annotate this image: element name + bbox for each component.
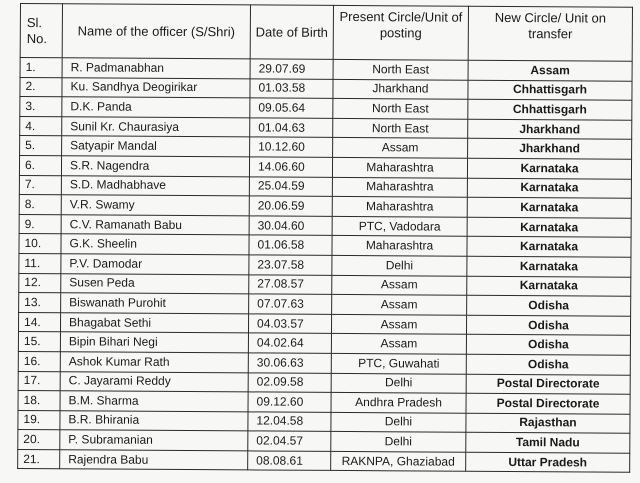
dob-cell: 30.04.60 xyxy=(249,216,332,236)
header-new-posting: New Circle/ Unit on transfer xyxy=(468,6,632,61)
cur-cell: Maharashtra xyxy=(332,197,467,217)
dob-cell: 08.08.61 xyxy=(248,451,331,471)
transfer-table xyxy=(17,3,633,473)
dob-cell: 07.07.63 xyxy=(249,294,332,314)
name-cell: Biswanath Purohit xyxy=(61,293,249,314)
cur-cell: Jharkhand xyxy=(333,79,468,99)
name-cell: Sunil Kr. Chaurasiya xyxy=(62,117,250,138)
name-cell: Bhagabat Sethi xyxy=(60,312,248,333)
dob-cell: 20.06.59 xyxy=(249,196,332,216)
cur-cell: Delhi xyxy=(331,432,466,452)
dob-cell: 02.04.57 xyxy=(248,431,331,451)
new-cell: Karnataka xyxy=(467,256,631,277)
name-cell: B.M. Sharma xyxy=(60,391,248,412)
dob-cell: 10.12.60 xyxy=(250,137,333,157)
cur-cell: Assam xyxy=(331,334,466,354)
dob-cell: 04.02.64 xyxy=(248,333,331,353)
new-cell: Odisha xyxy=(466,335,630,356)
dob-cell: 01.06.58 xyxy=(249,235,332,255)
cur-cell: Delhi xyxy=(332,255,467,275)
name-cell: Ashok Kumar Rath xyxy=(60,352,248,373)
dob-cell: 12.04.58 xyxy=(248,412,331,432)
name-cell: D.K. Panda xyxy=(62,97,250,118)
sl-cell: 13. xyxy=(19,293,61,313)
cur-cell: Assam xyxy=(332,295,467,315)
new-cell: Postal Directorate xyxy=(466,374,630,395)
sl-cell: 19. xyxy=(18,410,60,430)
cur-cell: North East xyxy=(333,99,468,119)
cur-cell: North East xyxy=(333,59,468,79)
sl-cell: 9. xyxy=(19,214,61,234)
name-cell: Ku. Sandhya Deogirikar xyxy=(62,77,250,98)
header-row xyxy=(20,4,632,62)
sl-cell: 7. xyxy=(19,175,61,195)
new-cell: Chhattisgarh xyxy=(468,99,632,120)
cur-cell: Maharashtra xyxy=(332,177,467,197)
name-cell: Bipin Bihari Negi xyxy=(60,332,248,353)
name-cell: V.R. Swamy xyxy=(61,195,249,216)
sl-cell: 14. xyxy=(18,312,60,332)
cur-cell: Assam xyxy=(332,275,467,295)
sl-cell: 1. xyxy=(20,58,62,78)
name-cell: S.R. Nagendra xyxy=(61,156,249,177)
sl-cell: 6. xyxy=(19,155,61,175)
name-cell: P. Subramanian xyxy=(60,430,248,451)
name-cell: B.R. Bhirania xyxy=(60,410,248,431)
cur-cell: Assam xyxy=(331,314,466,334)
table-body xyxy=(18,58,633,473)
new-cell: Postal Directorate xyxy=(466,393,630,414)
sl-cell: 16. xyxy=(18,351,60,371)
new-cell: Odisha xyxy=(466,354,630,375)
new-cell: Tamil Nadu xyxy=(466,433,630,454)
name-cell: Susen Peda xyxy=(61,273,249,294)
new-cell: Odisha xyxy=(467,295,631,316)
dob-cell: 09.12.60 xyxy=(248,392,331,412)
cur-cell: PTC, Guwahati xyxy=(331,353,466,373)
new-cell: Karnataka xyxy=(467,276,631,297)
sl-cell: 4. xyxy=(20,116,62,136)
new-cell: Karnataka xyxy=(467,217,631,238)
sl-cell: 18. xyxy=(18,391,60,411)
header-date-of-birth: Date of Birth xyxy=(250,5,333,60)
new-cell: Assam xyxy=(468,60,632,81)
dob-cell: 02.09.58 xyxy=(248,372,331,392)
sl-cell: 15. xyxy=(18,332,60,352)
name-cell: P.V. Damodar xyxy=(61,254,249,275)
new-cell: Karnataka xyxy=(467,158,631,179)
cur-cell: Maharashtra xyxy=(332,157,467,177)
dob-cell: 27.08.57 xyxy=(249,274,332,294)
header-sl-no: Sl. No. xyxy=(20,4,62,58)
new-cell: Odisha xyxy=(466,315,630,336)
new-cell: Jharkhand xyxy=(468,139,632,160)
table-header xyxy=(20,4,632,62)
dob-cell: 14.06.60 xyxy=(249,157,332,177)
dob-cell: 25.04.59 xyxy=(249,176,332,196)
dob-cell: 09.05.64 xyxy=(250,98,333,118)
name-cell: R. Padmanabhan xyxy=(62,58,250,79)
cur-cell: PTC, Vadodara xyxy=(332,216,467,236)
new-cell: Karnataka xyxy=(467,178,631,199)
name-cell: S.D. Madhabhave xyxy=(61,175,249,196)
dob-cell: 30.06.63 xyxy=(248,353,331,373)
cur-cell: Andhra Pradesh xyxy=(331,393,466,413)
name-cell: Rajendra Babu xyxy=(60,450,248,471)
sl-cell: 3. xyxy=(20,97,62,117)
dob-cell: 23.07.58 xyxy=(249,255,332,275)
cur-cell: North East xyxy=(333,118,468,138)
dob-cell: 04.03.57 xyxy=(248,314,331,334)
name-cell: C. Jayarami Reddy xyxy=(60,371,248,392)
sl-cell: 12. xyxy=(19,273,61,293)
name-cell: Satyapir Mandal xyxy=(62,136,250,157)
new-cell: Chhattisgarh xyxy=(468,80,632,101)
name-cell: C.V. Ramanath Babu xyxy=(61,215,249,236)
name-cell: G.K. Sheelin xyxy=(61,234,249,255)
cur-cell: RAKNPA, Ghaziabad xyxy=(331,451,466,471)
cur-cell: Delhi xyxy=(331,412,466,432)
sl-cell: 11. xyxy=(19,253,61,273)
cur-cell: Maharashtra xyxy=(332,236,467,256)
sl-cell: 5. xyxy=(20,136,62,156)
sl-cell: 10. xyxy=(19,234,61,254)
new-cell: Karnataka xyxy=(467,197,631,218)
sl-cell: 20. xyxy=(18,430,60,450)
new-cell: Karnataka xyxy=(467,237,631,258)
header-present-posting: Present Circle/Unit of posting xyxy=(333,5,468,60)
table-row xyxy=(18,449,630,472)
sl-cell: 2. xyxy=(20,77,62,97)
sl-cell: 21. xyxy=(18,449,60,469)
sl-cell: 17. xyxy=(18,371,60,391)
dob-cell: 01.03.58 xyxy=(250,79,333,99)
header-officer-name: Name of the officer (S/Shri) xyxy=(62,4,250,59)
dob-cell: 01.04.63 xyxy=(250,118,333,138)
new-cell: Jharkhand xyxy=(468,119,632,140)
new-cell: Rajasthan xyxy=(466,413,630,434)
dob-cell: 29.07.69 xyxy=(250,59,333,79)
new-cell: Uttar Pradesh xyxy=(466,452,630,473)
sl-cell: 8. xyxy=(19,195,61,215)
cur-cell: Delhi xyxy=(331,373,466,393)
cur-cell: Assam xyxy=(333,138,468,158)
